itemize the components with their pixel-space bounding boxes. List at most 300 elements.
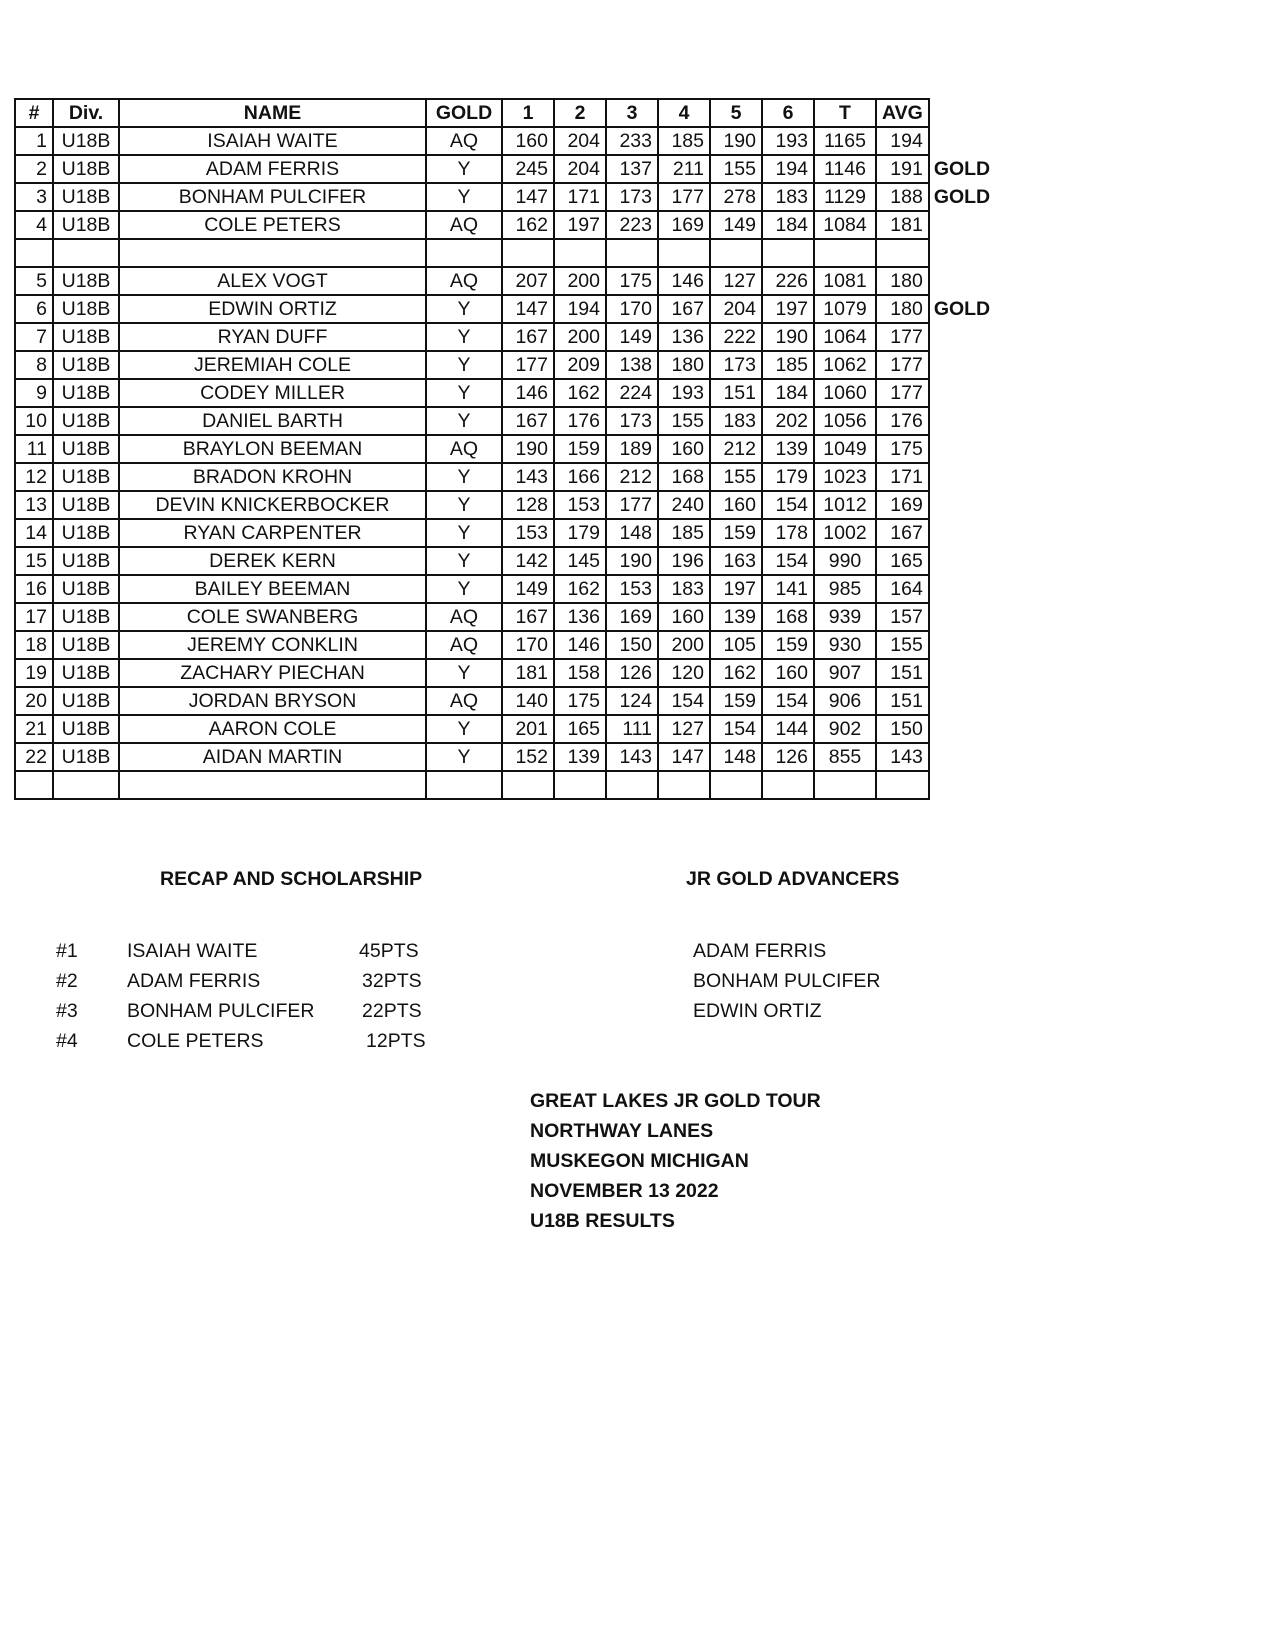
gold-cell: Y [426,659,502,687]
event-tour: GREAT LAKES JR GOLD TOUR [530,1090,821,1112]
game-4-cell: 160 [658,603,710,631]
game-3-cell: 150 [606,631,658,659]
table-row [15,743,1000,771]
recap-points: 22PTS [362,1000,422,1022]
name-cell: AIDAN MARTIN [119,743,426,771]
gold-flag: GOLD [933,186,991,208]
table-row [15,351,1000,379]
game-3-cell: 224 [606,379,658,407]
game-2-cell: 165 [554,715,606,743]
gold-flag [929,519,1000,547]
game-4-cell: 185 [658,127,710,155]
div-cell: U18B [53,407,119,435]
game-2-cell: 200 [554,267,606,295]
game-4-cell: 180 [658,351,710,379]
game-3-cell: 177 [606,491,658,519]
rank-cell: 14 [15,519,53,547]
total-cell: 985 [814,575,876,603]
gold-flag [929,351,1000,379]
div-cell: U18B [53,659,119,687]
table-row [15,715,1000,743]
total-cell [814,239,876,267]
advancer-name: BONHAM PULCIFER [693,970,881,992]
game-6-cell: 139 [762,435,814,463]
game-5-cell: 222 [710,323,762,351]
gold-flag [929,267,1000,295]
game-1-cell: 160 [502,127,554,155]
div-cell: U18B [53,183,119,211]
name-cell: RYAN DUFF [119,323,426,351]
flag-column-spacer [929,99,1000,127]
game-6-cell: 154 [762,687,814,715]
gold-cell: Y [426,743,502,771]
game-2-cell: 158 [554,659,606,687]
results-table [14,98,1001,800]
rank-cell: 16 [15,575,53,603]
game-5-cell: 139 [710,603,762,631]
rank-cell: 20 [15,687,53,715]
gold-flag [929,743,1000,771]
game-1-cell: 167 [502,407,554,435]
table-row [15,267,1000,295]
total-cell: 939 [814,603,876,631]
game-5-cell: 173 [710,351,762,379]
game-6-cell: 159 [762,631,814,659]
game-1-cell: 181 [502,659,554,687]
recap-rank: #4 [56,1030,78,1052]
rank-cell: 13 [15,491,53,519]
div-cell: U18B [53,211,119,239]
name-cell: CODEY MILLER [119,379,426,407]
game-4-cell: 211 [658,155,710,183]
game-1-cell: 170 [502,631,554,659]
rank-cell: 1 [15,127,53,155]
game-4-cell: 196 [658,547,710,575]
gold-cell: AQ [426,127,502,155]
table-row [15,659,1000,687]
game-1-cell: 167 [502,323,554,351]
game-2-cell: 136 [554,603,606,631]
game-1-cell: 177 [502,351,554,379]
gold-cell: Y [426,183,502,211]
gold-cell: Y [426,155,502,183]
gold-cell [426,239,502,267]
div-cell: U18B [53,323,119,351]
table-row [15,435,1000,463]
game-3-cell [606,239,658,267]
table-row [15,211,1000,239]
gold-flag [929,127,1000,155]
game-2-cell: 159 [554,435,606,463]
game-1-cell: 153 [502,519,554,547]
gold-flag [929,575,1000,603]
col-header-game-4: 4 [658,99,710,127]
table-row [15,295,1000,323]
gold-cell: AQ [426,211,502,239]
table-row [15,379,1000,407]
game-4-cell: 177 [658,183,710,211]
game-3-cell: 173 [606,407,658,435]
game-1-cell: 149 [502,575,554,603]
avg-cell: 194 [876,127,929,155]
name-cell: ZACHARY PIECHAN [119,659,426,687]
game-2-cell: 204 [554,155,606,183]
advancer-name: ADAM FERRIS [693,940,827,962]
avg-cell [876,239,929,267]
game-6-cell: 160 [762,659,814,687]
avg-cell: 157 [876,603,929,631]
game-5-cell: 160 [710,491,762,519]
gold-cell: Y [426,407,502,435]
recap-name: BONHAM PULCIFER [127,1000,315,1022]
gold-flag [929,547,1000,575]
avg-cell: 151 [876,659,929,687]
div-cell: U18B [53,379,119,407]
name-cell: ALEX VOGT [119,267,426,295]
game-4-cell: 127 [658,715,710,743]
div-cell: U18B [53,295,119,323]
name-cell: AARON COLE [119,715,426,743]
total-cell: 906 [814,687,876,715]
advancer-name: EDWIN ORTIZ [693,1000,822,1022]
game-4-cell: 240 [658,491,710,519]
div-cell [53,771,119,799]
game-6-cell: 183 [762,183,814,211]
div-cell: U18B [53,715,119,743]
game-3-cell [606,771,658,799]
gold-cell: Y [426,463,502,491]
game-4-cell: 120 [658,659,710,687]
gold-flag [929,603,1000,631]
game-5-cell [710,771,762,799]
name-cell: BRAYLON BEEMAN [119,435,426,463]
avg-cell: 177 [876,379,929,407]
game-4-cell: 147 [658,743,710,771]
header-row [15,99,1000,127]
total-cell: 855 [814,743,876,771]
game-3-cell: 137 [606,155,658,183]
gold-flag [929,435,1000,463]
game-1-cell [502,771,554,799]
total-cell: 902 [814,715,876,743]
game-4-cell: 136 [658,323,710,351]
game-2-cell: 179 [554,519,606,547]
recap-title: RECAP AND SCHOLARSHIP [160,868,423,890]
gold-cell: Y [426,351,502,379]
avg-cell: 171 [876,463,929,491]
avg-cell: 151 [876,687,929,715]
avg-cell: 191 [876,155,929,183]
total-cell: 907 [814,659,876,687]
game-4-cell [658,771,710,799]
game-5-cell [710,239,762,267]
total-cell: 1062 [814,351,876,379]
gold-cell: Y [426,323,502,351]
col-header-div: Div. [53,99,119,127]
blank-row [15,771,1000,799]
name-cell: ISAIAH WAITE [119,127,426,155]
div-cell: U18B [53,351,119,379]
gold-cell: Y [426,519,502,547]
game-2-cell: 171 [554,183,606,211]
table-row [15,407,1000,435]
total-cell: 1049 [814,435,876,463]
game-1-cell [502,239,554,267]
table-row [15,323,1000,351]
rank-cell: 8 [15,351,53,379]
game-3-cell: 189 [606,435,658,463]
table-row [15,603,1000,631]
game-6-cell: 168 [762,603,814,631]
game-6-cell: 202 [762,407,814,435]
gold-cell: AQ [426,603,502,631]
game-3-cell: 138 [606,351,658,379]
game-6-cell: 144 [762,715,814,743]
game-6-cell: 184 [762,211,814,239]
rank-cell: 4 [15,211,53,239]
rank-cell: 6 [15,295,53,323]
game-4-cell: 154 [658,687,710,715]
game-4-cell [658,239,710,267]
div-cell: U18B [53,491,119,519]
game-1-cell: 201 [502,715,554,743]
game-4-cell: 169 [658,211,710,239]
rank-cell: 21 [15,715,53,743]
recap-points: 45PTS [359,940,419,962]
div-cell: U18B [53,519,119,547]
game-3-cell: 153 [606,575,658,603]
advancers-list [693,940,880,1030]
game-6-cell: 154 [762,491,814,519]
game-5-cell: 151 [710,379,762,407]
name-cell: DEREK KERN [119,547,426,575]
rank-cell: 15 [15,547,53,575]
game-1-cell: 167 [502,603,554,631]
rank-cell [15,239,53,267]
table-row [15,687,1000,715]
game-1-cell: 147 [502,295,554,323]
total-cell: 1129 [814,183,876,211]
event-division: U18B RESULTS [530,1210,675,1232]
col-header-game-3: 3 [606,99,658,127]
gold-flag [929,631,1000,659]
rank-cell: 17 [15,603,53,631]
col-header-avg: AVG [876,99,929,127]
avg-cell: 169 [876,491,929,519]
col-header-game-2: 2 [554,99,606,127]
game-2-cell: 162 [554,575,606,603]
avg-cell: 164 [876,575,929,603]
div-cell: U18B [53,435,119,463]
game-5-cell: 148 [710,743,762,771]
game-6-cell [762,771,814,799]
recap-points: 32PTS [362,970,422,992]
game-1-cell: 143 [502,463,554,491]
avg-cell: 165 [876,547,929,575]
col-header-game-6: 6 [762,99,814,127]
game-1-cell: 146 [502,379,554,407]
avg-cell: 155 [876,631,929,659]
game-2-cell: 176 [554,407,606,435]
col-header-name: NAME [119,99,426,127]
avg-cell: 180 [876,295,929,323]
rank-cell: 22 [15,743,53,771]
game-5-cell: 278 [710,183,762,211]
game-5-cell: 159 [710,519,762,547]
game-2-cell: 204 [554,127,606,155]
avg-cell: 188 [876,183,929,211]
col-header-total: T [814,99,876,127]
game-5-cell: 105 [710,631,762,659]
total-cell: 1012 [814,491,876,519]
total-cell: 1146 [814,155,876,183]
gold-flag: GOLD [933,158,991,180]
game-6-cell: 197 [762,295,814,323]
game-6-cell: 185 [762,351,814,379]
game-2-cell: 139 [554,743,606,771]
recap-name: ADAM FERRIS [127,970,261,992]
game-5-cell: 183 [710,407,762,435]
recap-rank: #3 [56,1000,78,1022]
rank-cell: 2 [15,155,53,183]
event-date: NOVEMBER 13 2022 [530,1180,719,1202]
game-4-cell: 183 [658,575,710,603]
name-cell: JORDAN BRYSON [119,687,426,715]
div-cell: U18B [53,463,119,491]
game-6-cell [762,239,814,267]
game-5-cell: 162 [710,659,762,687]
game-2-cell: 209 [554,351,606,379]
game-1-cell: 142 [502,547,554,575]
game-3-cell: 143 [606,743,658,771]
rank-cell: 18 [15,631,53,659]
game-2-cell: 145 [554,547,606,575]
name-cell [119,239,426,267]
rank-cell: 5 [15,267,53,295]
game-3-cell: 233 [606,127,658,155]
total-cell: 1064 [814,323,876,351]
game-5-cell: 155 [710,463,762,491]
game-6-cell: 179 [762,463,814,491]
game-5-cell: 204 [710,295,762,323]
gold-cell: AQ [426,631,502,659]
game-6-cell: 194 [762,155,814,183]
table-row [15,463,1000,491]
recap-name: COLE PETERS [127,1030,264,1052]
avg-cell: 176 [876,407,929,435]
gold-cell: Y [426,715,502,743]
gold-cell: Y [426,575,502,603]
avg-cell: 180 [876,267,929,295]
name-cell: COLE SWANBERG [119,603,426,631]
game-6-cell: 154 [762,547,814,575]
total-cell: 1002 [814,519,876,547]
game-3-cell: 148 [606,519,658,547]
game-5-cell: 159 [710,687,762,715]
rank-cell [15,771,53,799]
col-header-game-5: 5 [710,99,762,127]
total-cell: 1023 [814,463,876,491]
game-1-cell: 128 [502,491,554,519]
recap-name: ISAIAH WAITE [127,940,258,962]
game-2-cell: 153 [554,491,606,519]
game-2-cell [554,239,606,267]
div-cell [53,239,119,267]
div-cell: U18B [53,631,119,659]
game-1-cell: 147 [502,183,554,211]
table-row [15,155,1000,183]
gold-flag [929,407,1000,435]
game-2-cell [554,771,606,799]
game-2-cell: 197 [554,211,606,239]
results-body [15,127,1000,799]
total-cell: 1165 [814,127,876,155]
div-cell: U18B [53,155,119,183]
div-cell: U18B [53,127,119,155]
gold-cell: Y [426,547,502,575]
game-6-cell: 178 [762,519,814,547]
blank-row [15,239,1000,267]
gold-cell: Y [426,379,502,407]
game-4-cell: 167 [658,295,710,323]
div-cell: U18B [53,687,119,715]
name-cell: JEREMIAH COLE [119,351,426,379]
game-2-cell: 146 [554,631,606,659]
game-3-cell: 111 [606,715,658,743]
game-2-cell: 194 [554,295,606,323]
gold-cell: Y [426,491,502,519]
gold-flag [929,463,1000,491]
game-3-cell: 126 [606,659,658,687]
game-5-cell: 190 [710,127,762,155]
advancers-title: JR GOLD ADVANCERS [686,868,900,890]
gold-flag [929,659,1000,687]
game-4-cell: 155 [658,407,710,435]
game-3-cell: 170 [606,295,658,323]
gold-flag [929,491,1000,519]
avg-cell: 167 [876,519,929,547]
avg-cell: 177 [876,323,929,351]
game-6-cell: 141 [762,575,814,603]
game-1-cell: 140 [502,687,554,715]
table-row [15,575,1000,603]
name-cell: JEREMY CONKLIN [119,631,426,659]
div-cell: U18B [53,575,119,603]
game-5-cell: 127 [710,267,762,295]
game-6-cell: 126 [762,743,814,771]
game-4-cell: 185 [658,519,710,547]
div-cell: U18B [53,743,119,771]
rank-cell: 9 [15,379,53,407]
table-row [15,519,1000,547]
event-info [530,1090,821,1240]
div-cell: U18B [53,603,119,631]
table-row [15,631,1000,659]
game-5-cell: 154 [710,715,762,743]
game-5-cell: 197 [710,575,762,603]
gold-cell: AQ [426,267,502,295]
game-2-cell: 162 [554,379,606,407]
table-row [15,127,1000,155]
total-cell: 1060 [814,379,876,407]
game-3-cell: 169 [606,603,658,631]
rank-cell: 11 [15,435,53,463]
avg-cell: 150 [876,715,929,743]
name-cell: BONHAM PULCIFER [119,183,426,211]
game-3-cell: 124 [606,687,658,715]
game-4-cell: 146 [658,267,710,295]
game-1-cell: 162 [502,211,554,239]
